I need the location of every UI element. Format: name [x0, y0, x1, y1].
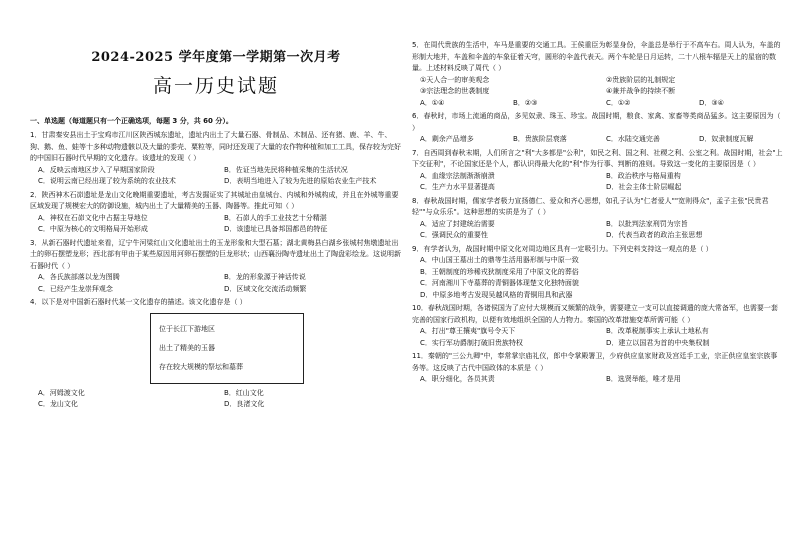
- option: C．①②: [606, 98, 631, 107]
- option: D．区域文化交流活动频繁: [224, 284, 307, 293]
- box-line: 出土了精美的玉器: [159, 343, 215, 352]
- option: B．政治秩序与格局重构: [606, 171, 681, 180]
- option: A．反映云南地区步入了早期国家阶段: [38, 165, 155, 174]
- option: C．河南湘川下寺墓葬的青铜器体现楚文化独特面貌: [420, 279, 579, 287]
- option: A．河姆渡文化: [38, 388, 85, 397]
- option: D．③④: [699, 98, 724, 107]
- question-stem: 7．自西周到春秋末期，人们所言之"利"大多都是"公利"，如民之利、国之利、社稷之利、公室之利。战国时期，社会"上下交征利"，不论国家还是个人，都认识得最大化的"利"作为行事、判断的准则。导致这一变化的主要原因是（ ）: [412, 148, 783, 168]
- option: C．实行军功爵制打破旧贵族特权: [420, 338, 523, 347]
- option: B．红山文化: [224, 388, 264, 397]
- option: B．②③: [513, 98, 538, 107]
- question-9: [412, 244, 784, 302]
- option-list: [412, 75, 784, 98]
- option: B．石峁人的手工业技艺十分精湛: [224, 213, 327, 222]
- option: B．龙的形象源于神话传说: [224, 273, 306, 281]
- question-stem: 1．甘肃秦安县出土于宝鸡市江川区陕西城东遗址，遗址内出土了大量石器、骨制品、木制品、还有猪、鹿、羊、牛、狗、鹅、鱼、蛙等十多种动物遗骸以及大量的黍壳、粟粒等，同时还发现了大量的农作物种植和加工工具，保存较为完好的中国旧石器时代早期的文化遗存。该遗址的发现（ ）: [30, 131, 401, 162]
- option: C．中原为核心的文明格局开始形成: [38, 225, 148, 233]
- right-column: [412, 0, 784, 388]
- option: A．适应了封建统治需要: [420, 219, 495, 228]
- option-list: [412, 134, 784, 146]
- option: D．建立以国君为首的中央集权制: [606, 338, 710, 347]
- option: D．中原多地考古发现吴越风格的青铜用具和武器: [420, 290, 573, 299]
- question-6: [412, 111, 784, 146]
- option: B．选贤举能，唯才是用: [606, 375, 681, 383]
- option-list: [30, 388, 402, 411]
- option: B．王朝制度的珍稀戎狄制度采用了中原文化的葬俗: [420, 267, 579, 276]
- exam-title: 2024-2025 学年度第一学期第一次月考: [91, 50, 341, 65]
- question-7: [412, 148, 784, 194]
- question-10: [412, 303, 784, 349]
- question-5: [412, 40, 784, 109]
- option: A．各氏族部落以龙为图腾: [38, 273, 120, 281]
- question-stem: 6．春秋时，市场上流通的商品，多见奴隶、珠玉、珍宝。战国时期，粮食、家禽、家畜等类商品猛多。这主要原因为（ ）: [412, 112, 781, 132]
- option-list: [30, 213, 402, 236]
- option: A．剩余产品增多: [420, 135, 474, 143]
- exam-subtitle: 高一历史试题: [152, 75, 279, 97]
- box-line: 存在较大规模的祭坛和墓葬: [159, 362, 243, 371]
- option: C．龙山文化: [38, 400, 78, 408]
- option-list: [412, 326, 784, 349]
- option: C．说明云南已经出现了较为系统的农业技术: [38, 177, 176, 185]
- option-list: [412, 374, 784, 386]
- question-stem: 4．以下是对中国新石器时代某一文化遗存的描述。该文化遗存是（ ）: [30, 298, 247, 306]
- option-list: [30, 272, 402, 295]
- question-stem: 2．陕西神木石峁遗址是龙山文化晚期重要遗址，考古发掘证实了其城址由皇城台、内城和外城构成，并且在外城等重要区域发现了规模宏大的防御设施，城内出土了大量精美的玉器、陶器等。推此可知（ ）: [30, 190, 399, 210]
- option: ②贵族阶层的礼制规定: [606, 75, 676, 84]
- option: D．良渚文化: [224, 400, 265, 408]
- option: A．中山国王墓出土的鼎等生活用器形制与中原一致: [420, 256, 579, 264]
- option-list: [412, 171, 784, 194]
- question-11: [412, 351, 784, 386]
- option: C．已经产生龙崇拜观念: [38, 284, 113, 293]
- option: D．表明当地进入了较为先进的原始农业生产技术: [224, 177, 377, 185]
- option: D．奴隶制度瓦解: [699, 135, 754, 143]
- question-stem: 11．秦朝的"三公九卿"中，奉常掌宗庙礼仪，郎中令掌殿署卫，少府供应皇家财政及宫廷手工业，宗正供应皇室宗族事务等。这反映了古代中国政体的本质是（ ）: [412, 352, 778, 372]
- option: A．血缘宗法制渐渐崩溃: [420, 171, 495, 180]
- question-stem: 10．春秋战国时期，各诸侯国为了应付大规模而又频繁的战争，需要建立一支可以直接调遣的庞大常备军，也需要一套完善的国家行政机构，以便有效地组织全国的人力物力。秦国的改革措施变革所需可能（ ）: [412, 304, 778, 324]
- option: ①天人合一的审美观念: [420, 75, 490, 84]
- question-8: [412, 196, 784, 242]
- option: ④兼并战争的持续不断: [606, 87, 676, 95]
- right-question-list: [412, 40, 784, 386]
- option-list: [412, 255, 784, 301]
- question-2: [30, 190, 402, 236]
- box-line: 位于长江下游地区: [159, 324, 215, 333]
- option: C．水陆交通完善: [606, 135, 660, 143]
- question-stem: 9．有学者认为，战国时期中原文化对周边地区具有一定吸引力。下列史料支持这一观点的是（ ）: [412, 244, 713, 253]
- option: C．强调民众的重要性: [420, 231, 488, 239]
- option: ③宗法理念的世袭制度: [420, 87, 490, 95]
- question-stem: 5．在周代贵族的生活中，车马是重要的交通工具。王侯重臣为彰显身份，伞盖总是举行于不高车右。周人认为，车盖的形制大地并，车盖和伞盖的车象征着天穹，圆形的伞盖代表天。两个车轮是日月运转，二十八根车辐是天上的星宿的数量。上述材料反映了周代（ ）: [412, 41, 781, 72]
- option: A．打出"尊王攘夷"旗号令天下: [420, 327, 516, 335]
- question-3: [30, 238, 402, 296]
- option: B．贵族阶层衰落: [513, 135, 567, 143]
- option: D．该遗址已具备邦国都邑的特征: [224, 225, 328, 233]
- option: D．社会主体士阶层崛起: [606, 183, 682, 191]
- option: B．改革税制事实上承认土地私有: [606, 327, 709, 335]
- question-1: [30, 130, 402, 188]
- option: A．职分细化，各员其责: [420, 375, 495, 383]
- option: A．①④: [420, 98, 445, 107]
- question-stem: 8．春秋战国时期，儒家学者极力宣扬德仁、爱众和齐心思想，如孔子认为"仁者爱人""宽则得众"，孟子主张"民贵君轻""与众乐乐"。这种思想的实质是为了（ ）: [412, 196, 769, 216]
- option: B．佐证当地先民将种植采集的生活状况: [224, 165, 348, 174]
- answer-options: [412, 98, 784, 110]
- option: B．以批判法家刑罚为宗旨: [606, 219, 688, 228]
- option: D．代表当政者的政治主张思想: [606, 231, 703, 239]
- left-question-list: [30, 130, 402, 411]
- option-list: [412, 219, 784, 242]
- question-4: [30, 297, 402, 411]
- option: A．神权在石峁文化中占据主导地位: [38, 213, 148, 222]
- left-column: [30, 0, 402, 413]
- question-box: [150, 313, 304, 384]
- section-heading: 一、单选题（每道题只有一个正确选项，每题 3 分，共 60 分）。: [30, 117, 233, 125]
- option-list: [30, 165, 402, 188]
- option: C．生产力水平显著提高: [420, 183, 495, 191]
- question-stem: 3．从新石器时代遗址来看，辽宁牛河梁红山文化遗址出土的玉龙形象和大型石墓；湖北黄梅县白湖乡张城村焦墩遗址出土的卵石摆塑龙形；西北部有甲由于某些原因用河卵石摆塑的巨龙形状；山西襄汾陶寺遗址出土了陶盘彩绘龙。这说明新石器时代（ ）: [30, 238, 401, 270]
